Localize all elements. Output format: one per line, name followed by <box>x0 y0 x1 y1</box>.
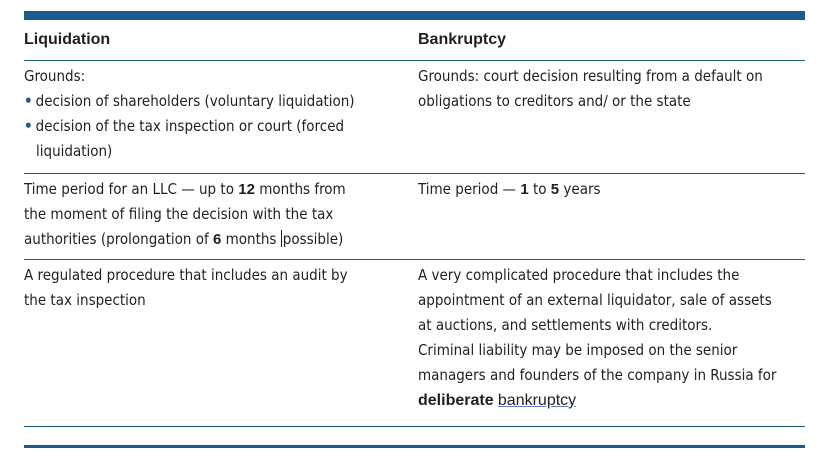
table-header <box>24 20 805 61</box>
table-row-time-period <box>24 174 805 260</box>
list-item-continuation: liquidation) <box>36 142 113 160</box>
cell-bankruptcy-grounds: Grounds: court decision resulting from a default on obligations to creditors and/ or the state <box>418 67 763 110</box>
text-cursor <box>281 230 282 247</box>
bullet-icon: • <box>24 117 33 135</box>
bankruptcy-link[interactable]: bankruptcy <box>497 392 577 409</box>
header-liquidation: Liquidation <box>24 31 111 48</box>
table-row-grounds <box>24 61 805 174</box>
header-bankruptcy: Bankruptcy <box>418 31 507 48</box>
bullet-icon: • <box>24 92 33 110</box>
cell-bankruptcy-procedure: A very complicated procedure that includes the appointment of an external liquidator, sale of assets at auctions, and settlements with creditors. Criminal liability may be imposed on the senior managers and founders of the company in Russia for deliberate bankruptcy <box>418 266 777 409</box>
list-item: • decision of the tax inspection or court (forced <box>24 117 345 135</box>
cell-liquidation-time: Time period for an LLC — up to 12 months from the moment of filing the decision with the tax authorities (prolongation of 6 months possible) <box>24 180 346 248</box>
cell-liquidation-grounds <box>24 61 418 173</box>
top-rule <box>24 11 805 20</box>
comparison-table <box>24 11 805 448</box>
grounds-intro: Grounds: <box>24 67 86 85</box>
cell-liquidation-procedure: A regulated procedure that includes an audit by the tax inspection <box>24 266 348 309</box>
list-item: • decision of shareholders (voluntary liquidation) <box>24 92 355 110</box>
deliberate-text: deliberate <box>418 392 494 409</box>
bottom-rule <box>24 445 805 448</box>
cell-bankruptcy-time: Time period — 1 to 5 years <box>418 180 601 198</box>
table-row-procedure <box>24 260 805 427</box>
